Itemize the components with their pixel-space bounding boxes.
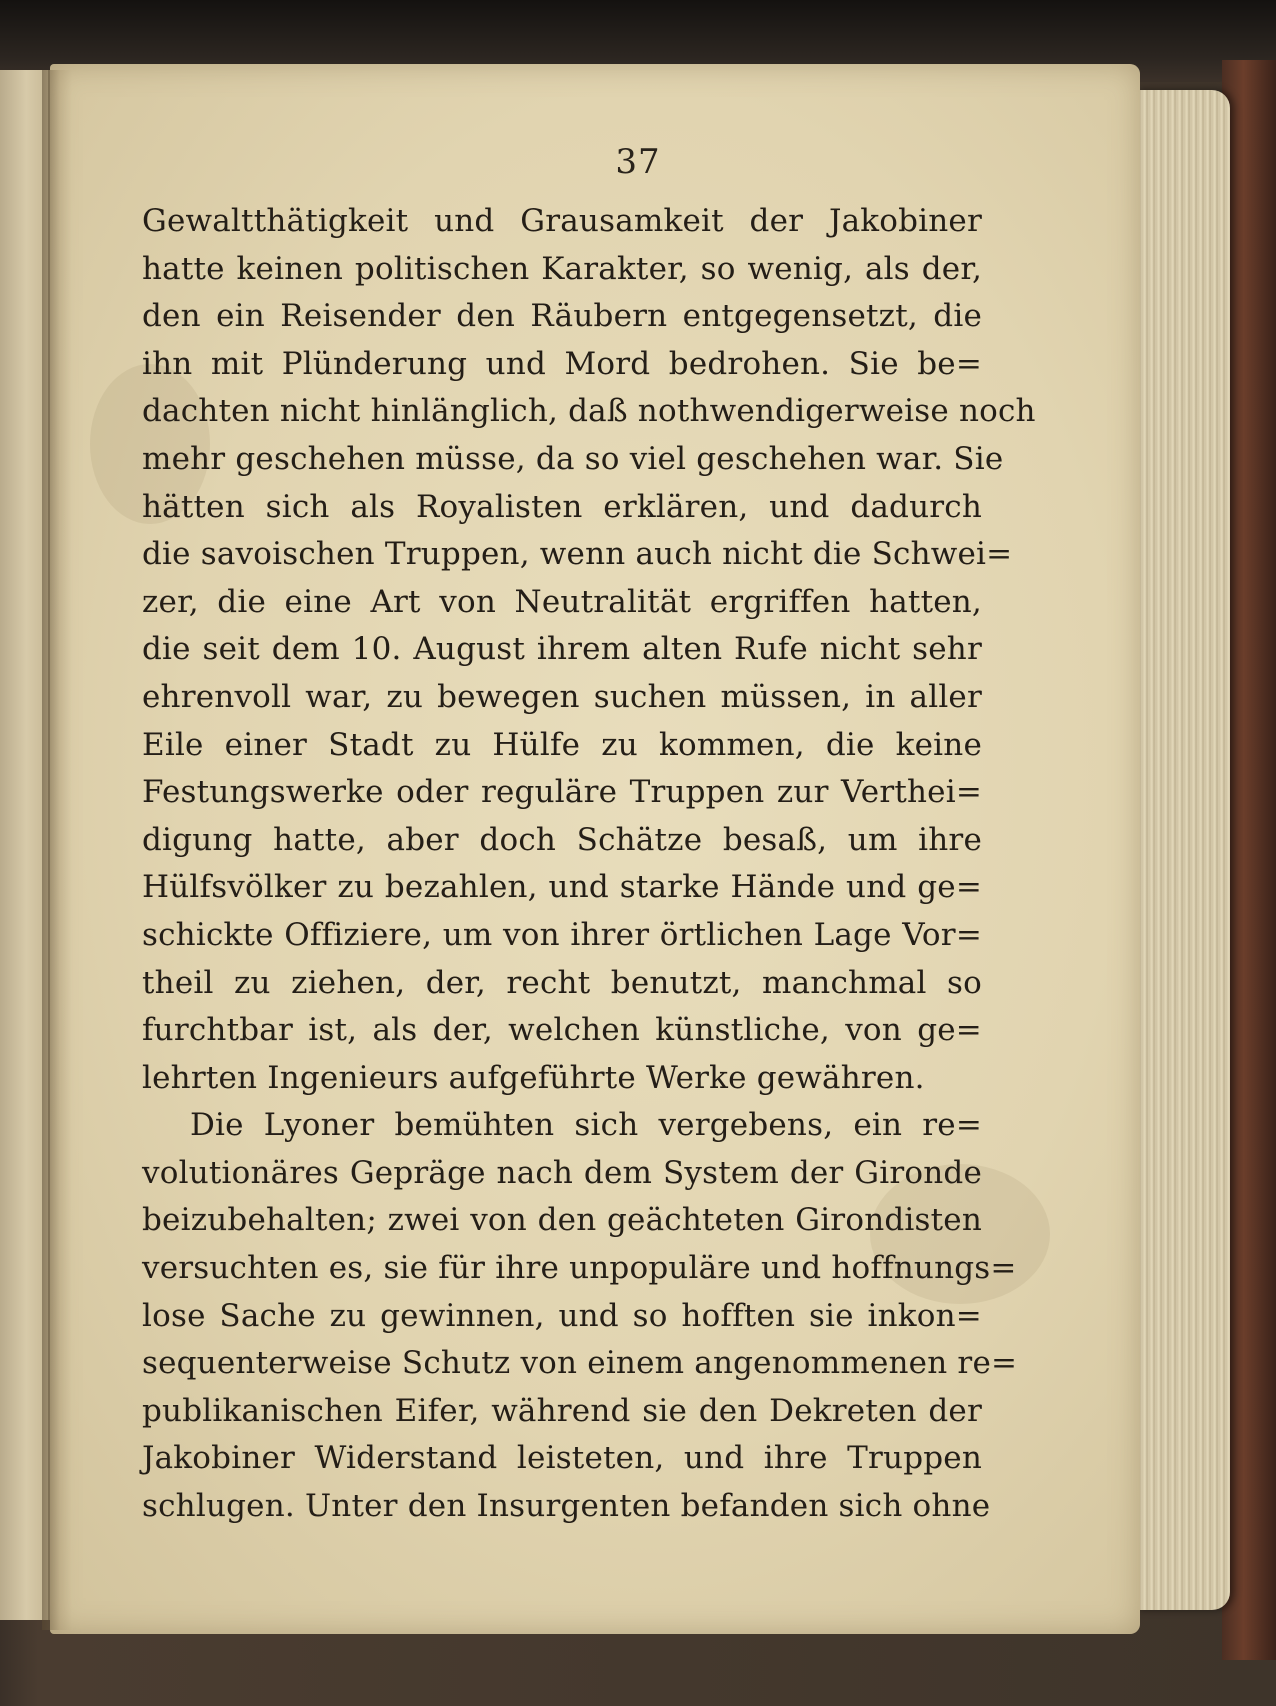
text-line: den ein Reisender den Räubern entgegensetzt, die [142,298,982,335]
text-line: Hülfsvölker zu bezahlen, und starke Hände und ge= [142,869,982,906]
page-gutter [42,70,72,1630]
text-line: Die Lyoner bemühten sich vergebens, ein re= [190,1107,982,1144]
text-line: versuchten es, sie für ihre unpopuläre und hoffnungs= [142,1250,1017,1287]
text-line: Festungswerke oder reguläre Truppen zur Verthei= [142,774,982,811]
text-line: theil zu ziehen, der, recht benutzt, manchmal so [142,964,982,1001]
text-line: sequenterweise Schutz von einem angenommenen re= [142,1345,1018,1382]
text-line: lehrten Ingenieurs aufgeführte Werke gewähren. [142,1059,925,1096]
text-line: dachten nicht hinlänglich, daß nothwendigerweise noch [142,393,1036,430]
text-line: die seit dem 10. August ihrem alten Rufe nicht sehr [142,631,982,668]
text-line: Eile einer Stadt zu Hülfe zu kommen, die keine [142,726,982,763]
text-line: Jakobiner Widerstand leisteten, und ihre Truppen [142,1440,982,1477]
text-line: beizubehalten; zwei von den geächteten Girondisten [142,1202,982,1239]
text-line: digung hatte, aber doch Schätze besaß, um ihre [142,821,982,858]
text-line: publikanischen Eifer, während sie den Dekreten der [142,1392,982,1429]
text-line: volutionäres Gepräge nach dem System der Gironde [142,1154,982,1191]
text-line: zer, die eine Art von Neutralität ergriffen hatten, [142,583,982,620]
text-line: hatte keinen politischen Karakter, so wenig, als der, [142,250,982,287]
text-line: schickte Offiziere, um von ihrer örtlichen Lage Vor= [142,916,982,953]
text-line: furchtbar ist, als der, welchen künstliche, von ge= [142,1012,982,1049]
text-line: lose Sache zu gewinnen, und so hofften sie inkon= [142,1297,982,1334]
text-line: ihn mit Plünderung und Mord bedrohen. Sie be= [142,345,982,382]
book-cover-edge [1222,60,1276,1660]
text-line: hätten sich als Royalisten erklären, und dadurch [142,488,982,525]
page-stack-edges [1135,90,1230,1610]
text-line: schlugen. Unter den Insurgenten befanden sich ohne [142,1488,991,1525]
text-line: die savoischen Truppen, wenn auch nicht die Schwei= [142,536,1013,573]
page-number: 37 [615,142,661,182]
body-text [142,198,1036,1531]
text-line: Gewaltthätigkeit und Grausamkeit der Jakobiner [142,203,982,239]
text-line: mehr geschehen müsse, da so viel geschehen war. Sie [142,440,1004,477]
text-line: ehrenvoll war, zu bewegen suchen müssen, in aller [142,678,982,715]
